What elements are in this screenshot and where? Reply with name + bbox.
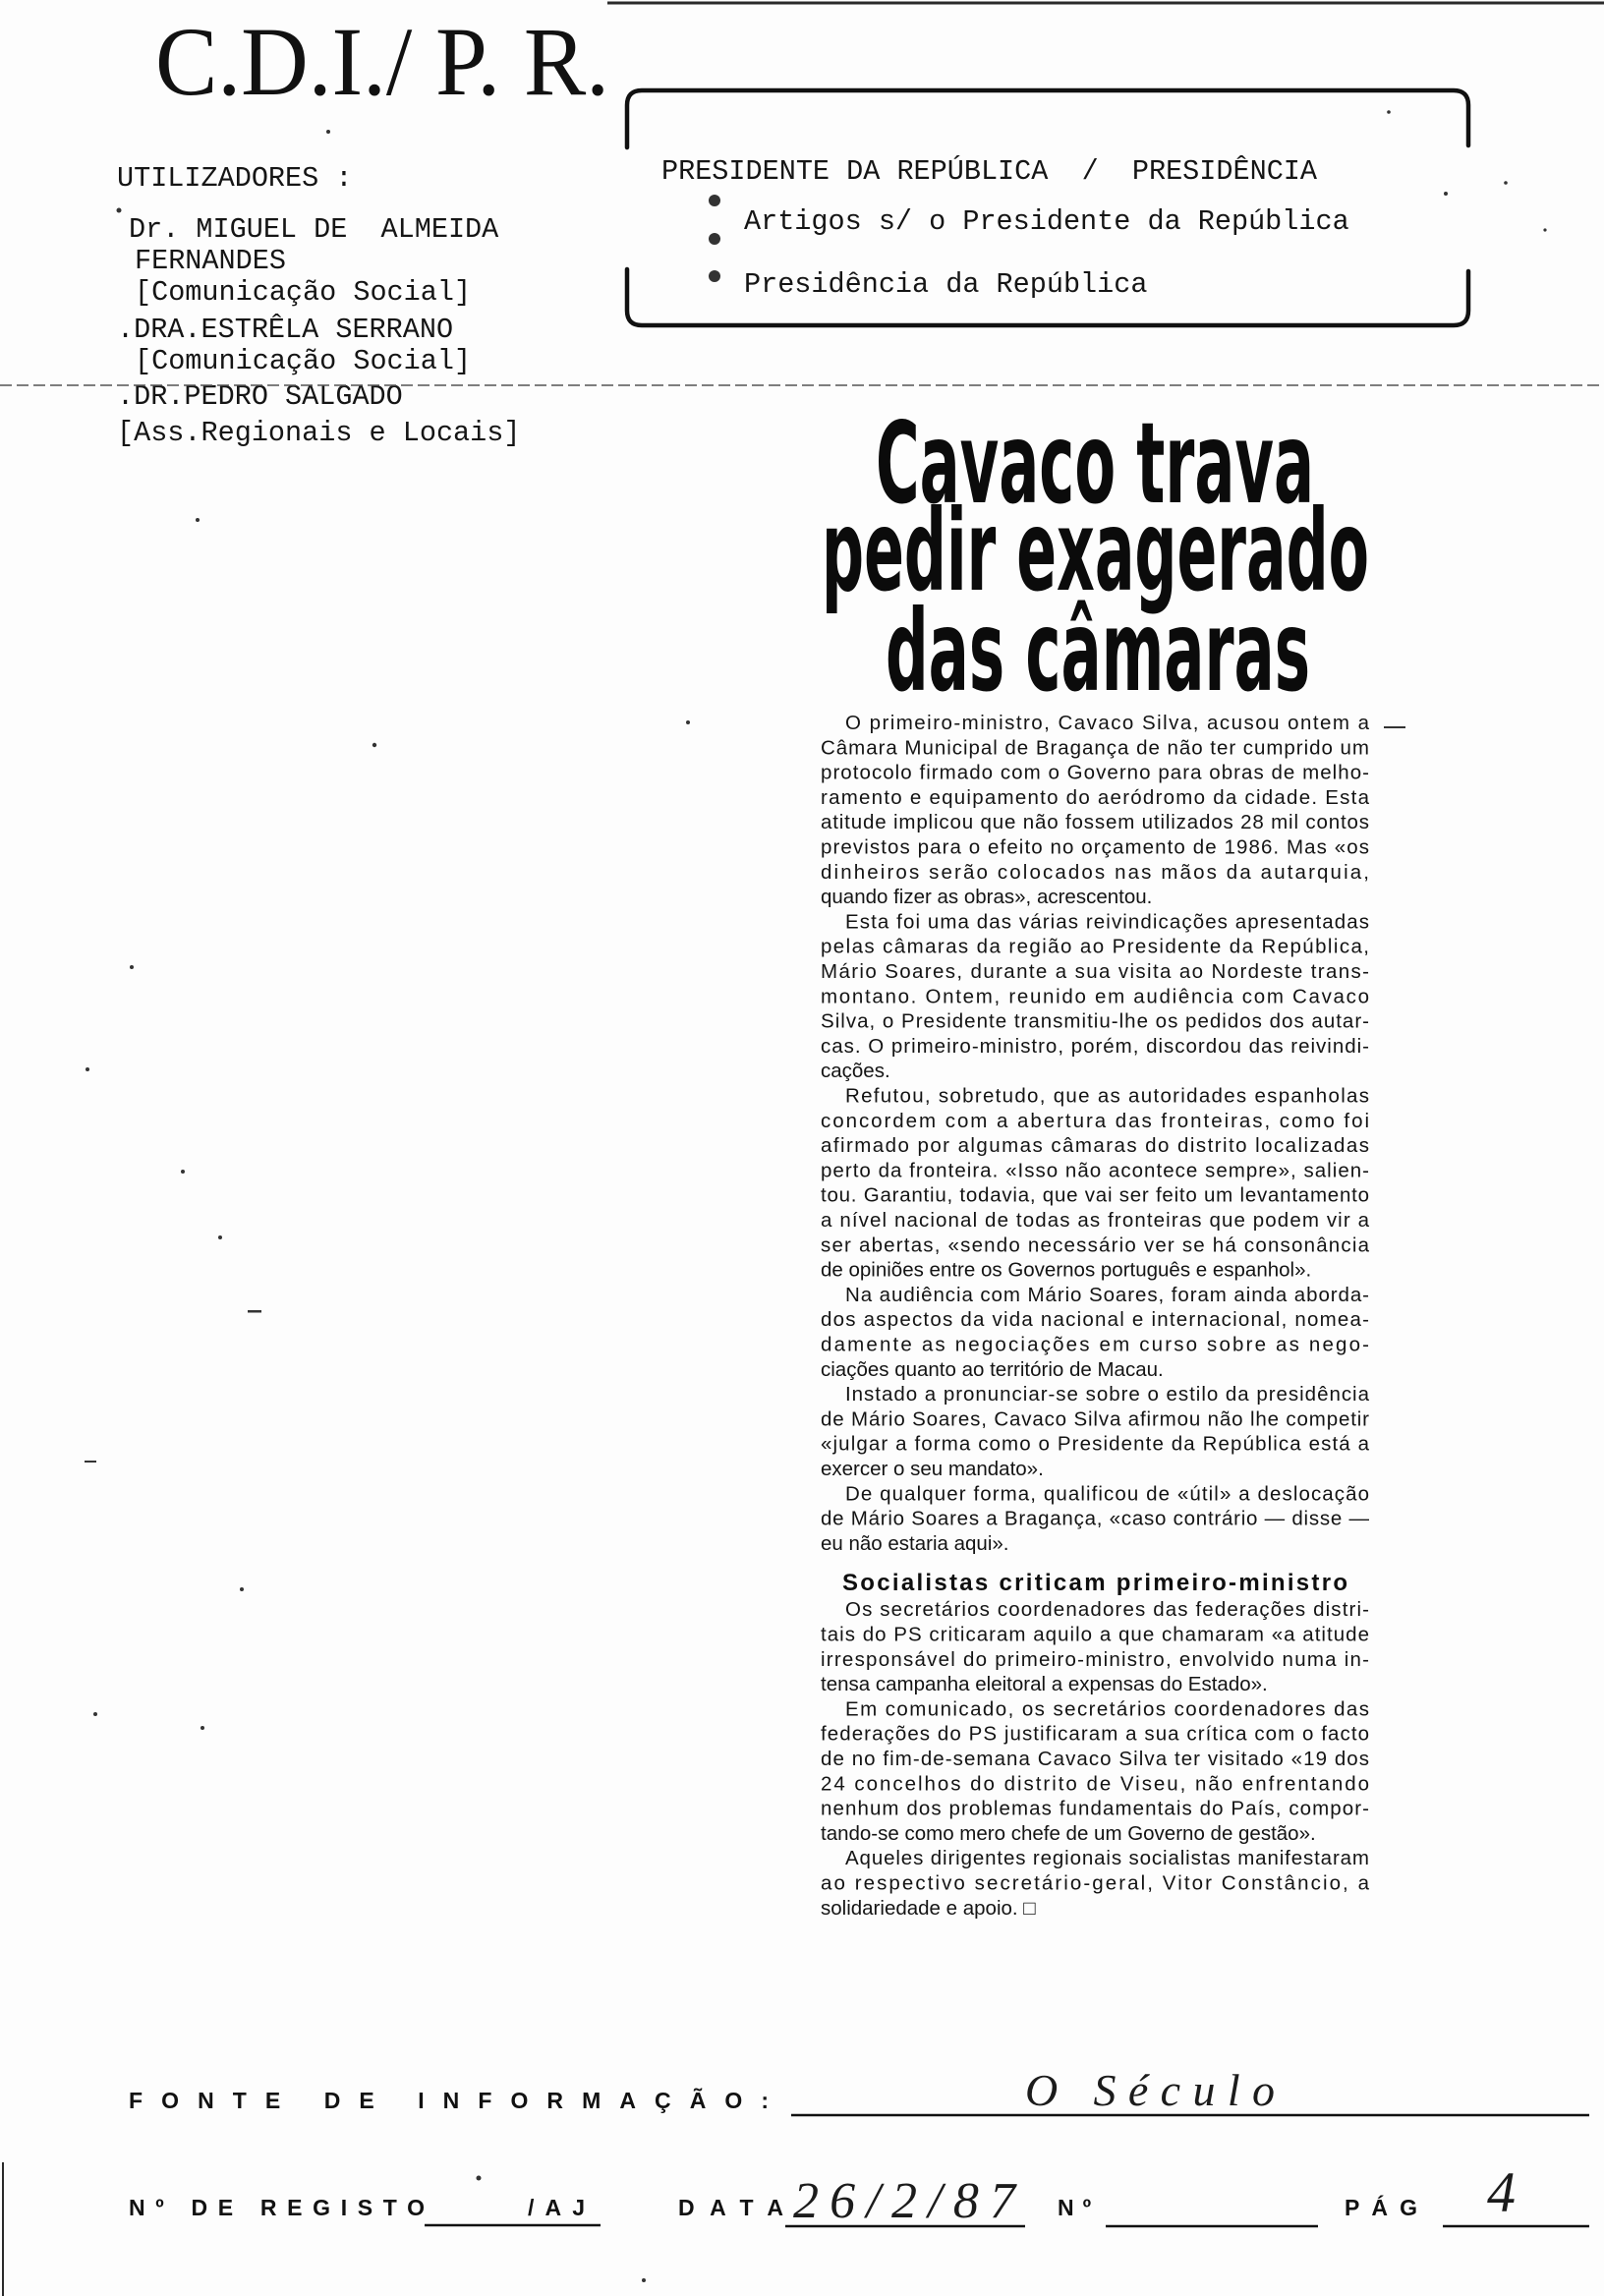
article-line: Mário Soares, durante a sua visita ao Nordeste trans- [821, 960, 1369, 983]
article-line: Instado a pronunciar-se sobre o estilo da presidência [845, 1383, 1369, 1406]
article-body [821, 712, 1370, 1920]
article-headline [822, 398, 1369, 717]
registo-field [129, 2195, 601, 2225]
article-line: federações do PS justificaram a sua crítica com o facto [821, 1722, 1369, 1746]
article-line: eu não estaria aqui». [821, 1531, 1009, 1555]
scan-speck [1543, 228, 1546, 231]
box-top-bracket [627, 90, 1468, 147]
scan-speck [1444, 192, 1448, 196]
source-label: FONTE DE INFORMAÇÃO: [129, 2088, 769, 2113]
article-line: tais do PS criticaram aquilo a que chamaram «a atitude [821, 1623, 1369, 1646]
article-line: afirmado por algumas câmaras do distrito localizadas [821, 1134, 1369, 1158]
source-value: O Século [1025, 2065, 1275, 2115]
article-line: irresponsável do primeiro-ministro, envolvido numa in- [821, 1647, 1369, 1671]
article-line: cações. [821, 1060, 890, 1083]
registo-value: /AJ [528, 2195, 585, 2220]
scan-speck [196, 518, 200, 522]
article-line: de Mário Soares a Bragança, «caso contrário — disse — [821, 1507, 1369, 1530]
registo-label: Nº DE REGISTO [129, 2195, 425, 2220]
classification-box [627, 90, 1468, 325]
article-line: de Mário Soares, Cavaco Silva afirmou não lhe competir [821, 1407, 1369, 1431]
bullet-icon [709, 270, 720, 282]
article-line: «julgar a forma como o Presidente da República está a [821, 1432, 1369, 1456]
scan-speck [218, 1235, 222, 1239]
headline-line: pedir exagerado [822, 486, 1369, 616]
date-label: DATA [678, 2195, 783, 2220]
page-value: 4 [1487, 2160, 1516, 2224]
classification-topic: Artigos s/ o Presidente da República [744, 205, 1349, 238]
article-line: De qualquer forma, qualificou de «útil» a deslocação [845, 1482, 1369, 1506]
classification-topic: Presidência da República [744, 268, 1148, 301]
article-line: protocolo firmado com o Governo para obras de melho- [821, 761, 1369, 784]
scan-speck [240, 1587, 244, 1591]
article-line: montano. Ontem, reunido em audiência com Cavaco [821, 985, 1369, 1008]
number-field [1058, 2195, 1318, 2226]
article-line: O primeiro-ministro, Cavaco Silva, acusou ontem a [845, 712, 1369, 734]
article-line: perto da fronteira. «Isso não acontece sempre», salien- [821, 1159, 1369, 1182]
user-department: [Comunicação Social] [135, 276, 472, 309]
article-line: Na audiência com Mário Soares, foram ainda aborda- [845, 1283, 1369, 1306]
article-line: concordem com a abertura das fronteiras, como foi [821, 1109, 1369, 1132]
article-subheading: Socialistas criticam primeiro-ministro [842, 1570, 1347, 1597]
article-line: dos aspectos da vida nacional e internacional, nomea- [821, 1308, 1369, 1332]
article-line: Aqueles dirigentes regionais socialistas manifestaram [845, 1847, 1369, 1870]
article-line: 24 concelhos do distrito de Viseu, não enfrentando [821, 1772, 1369, 1796]
scan-speck [1387, 110, 1391, 114]
article-line: tensa campanha eleitoral a expensas do Estado». [821, 1673, 1268, 1696]
article-line: Refutou, sobretudo, que as autoridades espanholas [845, 1084, 1369, 1108]
scan-speck [1504, 181, 1508, 185]
article-line: ser abertas, «sendo necessário ver se há consonância [821, 1234, 1369, 1257]
article-line: dinheiros serão colocados nas mãos da autarquia, [821, 860, 1369, 884]
article-line: ao respectivo secretário-geral, Vitor Constâncio, a [821, 1871, 1369, 1895]
article-line: de opiniões entre os Governos português e espanhol». [821, 1258, 1312, 1282]
scan-speck [1384, 726, 1405, 728]
article-line: tando-se como mero chefe de um Governo de gestão». [821, 1821, 1316, 1845]
page-label: PÁG [1345, 2195, 1417, 2220]
article-line: Silva, o Presidente transmitiu-lhe os pedidos dos autar- [821, 1009, 1369, 1033]
scan-speck [86, 1067, 89, 1071]
article-line: tou. Garantiu, todavia, que vai ser feito um levantamento [821, 1183, 1369, 1207]
article-line: pelas câmaras da região ao Presidente da República, [821, 935, 1369, 958]
scan-speck [477, 2176, 482, 2181]
number-label: Nº [1058, 2195, 1091, 2220]
article-line: exercer o seu mandato». [821, 1458, 1044, 1480]
user-name: Dr. MIGUEL DE ALMEIDA [129, 213, 499, 246]
office-code: C.D.I./ P. R. [155, 7, 609, 116]
users-block [117, 162, 521, 449]
user-department: [Ass.Regionais e Locais] [117, 417, 521, 449]
article-line: ramento e equipamento do aeródromo da cidade. Esta [821, 785, 1369, 809]
bullet-icon [709, 233, 720, 245]
article-line: atitude implicou que não fossem utilizados 28 mil contos [821, 811, 1369, 834]
scan-speck [93, 1712, 97, 1716]
article-line: Os secretários coordenadores das federações distri- [845, 1598, 1369, 1622]
bullet-icon [709, 195, 720, 206]
page-field [1345, 2160, 1589, 2226]
article-line: ciações quanto ao território de Macau. [821, 1357, 1164, 1381]
article-line: solidariedade e apoio. □ [821, 1896, 1036, 1920]
source-field [129, 2065, 1589, 2115]
users-label: UTILIZADORES : [117, 162, 353, 195]
user-department: [Comunicação Social] [135, 345, 472, 377]
article-line: Esta foi uma das várias reivindicações apresentadas [845, 910, 1369, 934]
headline-line: Cavaco trava [876, 398, 1314, 529]
article-line: cas. O primeiro-ministro, porém, discordou das reivindi- [821, 1034, 1369, 1058]
scan-speck [372, 743, 376, 747]
date-field [678, 2173, 1025, 2229]
article-line: Em comunicado, os secretários coordenadores das [845, 1697, 1369, 1721]
article-line: damente as negociações em curso sobre as nego- [821, 1333, 1369, 1356]
user-name: .DR.PEDRO SALGADO [117, 380, 403, 413]
classification-subject: PRESIDENTE DA REPÚBLICA / PRESIDÊNCIA [661, 155, 1318, 188]
bullet-mark [117, 208, 122, 213]
scan-speck [130, 965, 134, 969]
article-line: Câmara Municipal de Bragança de não ter cumprido um [821, 736, 1369, 760]
user-name-continued: FERNANDES [135, 245, 286, 277]
headline-line: das câmaras [886, 586, 1310, 717]
scan-speck [686, 720, 690, 724]
scan-speck [85, 1461, 96, 1463]
article-line: de no fim-de-semana Cavaco Silva ter visitado «19 dos [821, 1748, 1369, 1770]
article-line: previstos para o efeito no orçamento de 1986. Mas «os [821, 835, 1369, 859]
date-value: 26/2/87 [793, 2173, 1015, 2229]
scan-speck [326, 130, 330, 134]
article-line: quando fizer as obras», acrescentou. [821, 886, 1153, 909]
user-name: .DRA.ESTRÊLA SERRANO [117, 314, 454, 346]
scan-speck [642, 2278, 646, 2282]
scan-speck [200, 1726, 204, 1730]
article-line: nenhum dos problemas fundamentais do País, compor- [821, 1797, 1369, 1820]
scan-speck [181, 1170, 185, 1174]
article-line: a nível nacional de todas as fronteiras que podem vir a [821, 1209, 1369, 1232]
scan-speck [248, 1310, 261, 1313]
